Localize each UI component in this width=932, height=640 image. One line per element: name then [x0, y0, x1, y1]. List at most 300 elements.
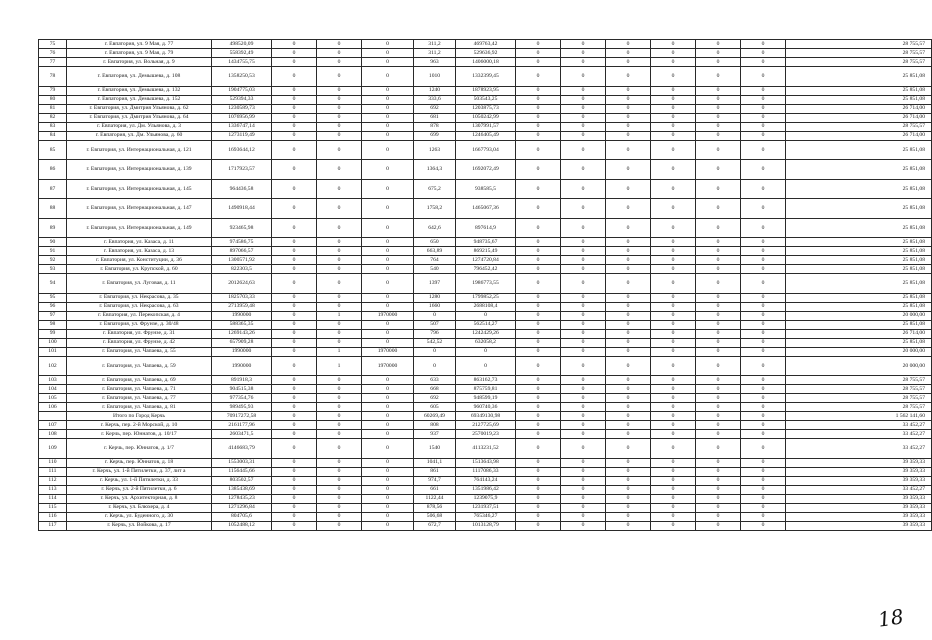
cell-cost-per-unit: 28 755,57: [786, 40, 932, 49]
cell-col-4: 0: [272, 476, 317, 485]
table-row: [39, 256, 932, 265]
cell-area: 699: [414, 131, 456, 140]
cell-total-cost: 1358250,53: [212, 67, 272, 87]
cell-col-14: 0: [741, 476, 786, 485]
cell-col-11: 0: [606, 218, 651, 238]
cell-col-5: 0: [317, 238, 362, 247]
table-row: [39, 329, 932, 338]
table-row: [39, 131, 932, 140]
cell-col-9: 0: [516, 311, 561, 320]
cell-col-10: 0: [561, 179, 606, 199]
table-row: [39, 247, 932, 256]
cell-amount: 1050242,99: [456, 113, 516, 122]
cell-row-number: 115: [39, 503, 67, 512]
cell-col-11: 0: [606, 476, 651, 485]
cell-amount: 869215,49: [456, 247, 516, 256]
table-row: [39, 476, 932, 485]
cell-col-12: 0: [651, 131, 696, 140]
cell-col-10: 0: [561, 467, 606, 476]
cell-col-14: 0: [741, 58, 786, 67]
cell-col-14: 0: [741, 218, 786, 238]
cell-col-5: 0: [317, 140, 362, 160]
cell-col-12: 0: [651, 412, 696, 421]
cell-row-number: 79: [39, 86, 67, 95]
cell-col-9: 0: [516, 302, 561, 311]
cell-col-9: 0: [516, 458, 561, 467]
cell-col-4: 0: [272, 179, 317, 199]
table-body: [39, 40, 932, 531]
cell-total-cost: 1273119,49: [212, 131, 272, 140]
cell-row-number: 87: [39, 179, 67, 199]
cell-col-13: 0: [696, 403, 741, 412]
cell-cost-per-unit: 26 714,00: [786, 131, 932, 140]
cell-amount: 1239075,9: [456, 494, 516, 503]
cell-col-13: 0: [696, 265, 741, 274]
cell-col-10: 0: [561, 293, 606, 302]
table-row: [39, 49, 932, 58]
table-row: [39, 86, 932, 95]
cell-col-5: 0: [317, 412, 362, 421]
cell-address: г. Евпатория, ул. Некрасова, д. 35: [67, 293, 212, 302]
cell-col-11: 0: [606, 485, 651, 494]
cell-col-11: 0: [606, 329, 651, 338]
cell-col-4: 0: [272, 247, 317, 256]
table-row: [39, 67, 932, 87]
cell-area: 692: [414, 394, 456, 403]
cell-cost-per-unit: 25 851,08: [786, 338, 932, 347]
cell-col-10: 0: [561, 485, 606, 494]
cell-cost-per-unit: 25 851,08: [786, 265, 932, 274]
cell-col-10: 0: [561, 86, 606, 95]
cell-col-13: 0: [696, 49, 741, 58]
cell-total-cost: 2713959,48: [212, 302, 272, 311]
cell-col-9: 0: [516, 439, 561, 459]
cell-col-12: 0: [651, 49, 696, 58]
table-row: [39, 160, 932, 180]
cell-col-5: 0: [317, 95, 362, 104]
cell-col-10: 0: [561, 311, 606, 320]
cell-col-9: 0: [516, 49, 561, 58]
cell-col-9: 0: [516, 512, 561, 521]
cell-col-12: 0: [651, 385, 696, 394]
cell-col-6: 0: [362, 485, 414, 494]
cell-col-13: 0: [696, 160, 741, 180]
cell-col-11: 0: [606, 160, 651, 180]
cell-row-number: 86: [39, 160, 67, 180]
cell-col-5: 0: [317, 503, 362, 512]
cell-amount: 1203875,73: [456, 104, 516, 113]
cell-col-12: 0: [651, 347, 696, 356]
handwritten-page-number: 18: [876, 604, 905, 632]
cell-cost-per-unit: 33 452,27: [786, 430, 932, 439]
cell-col-12: 0: [651, 430, 696, 439]
cell-col-4: 0: [272, 140, 317, 160]
cell-area: 808: [414, 421, 456, 430]
cell-col-10: 0: [561, 49, 606, 58]
cell-col-13: 0: [696, 274, 741, 294]
cell-area: 1280: [414, 293, 456, 302]
cell-total-cost: 1300571,92: [212, 256, 272, 265]
cell-area: 1364,3: [414, 160, 456, 180]
cell-col-14: 0: [741, 485, 786, 494]
cell-col-10: 0: [561, 458, 606, 467]
cell-cost-per-unit: 25 851,08: [786, 320, 932, 329]
cell-col-14: 0: [741, 274, 786, 294]
cell-amount: 2570019,23: [456, 430, 516, 439]
cell-amount: 4113231,52: [456, 439, 516, 459]
cell-address: г. Евпатория, ул. Дм. Ульянова, д. 60: [67, 131, 212, 140]
cell-cost-per-unit: 39 359,33: [786, 467, 932, 476]
cell-col-4: 0: [272, 320, 317, 329]
table-row: [39, 494, 932, 503]
cell-col-9: 0: [516, 58, 561, 67]
cell-col-10: 0: [561, 329, 606, 338]
cell-col-6: 0: [362, 302, 414, 311]
cell-row-number: 88: [39, 199, 67, 219]
cell-row-number: 101: [39, 347, 67, 356]
table-row: [39, 311, 932, 320]
cell-col-13: 0: [696, 218, 741, 238]
cell-col-11: 0: [606, 430, 651, 439]
cell-amount: 796452,42: [456, 265, 516, 274]
cell-col-12: 0: [651, 256, 696, 265]
cell-col-14: 0: [741, 67, 786, 87]
cell-col-14: 0: [741, 394, 786, 403]
cell-col-14: 0: [741, 95, 786, 104]
cell-address: г. Керчь, пер. Юннатов, д. 10/17: [67, 430, 212, 439]
cell-col-11: 0: [606, 247, 651, 256]
cell-address: г. Евпатория, ул. Фрунзе, д. 42: [67, 338, 212, 347]
cell-area: 937: [414, 430, 456, 439]
cell-amount: 0: [456, 356, 516, 376]
cell-col-5: 0: [317, 403, 362, 412]
cell-address: г. Евпатория, ул. Некрасова, д. 63: [67, 302, 212, 311]
cell-cost-per-unit: 25 851,08: [786, 238, 932, 247]
cell-col-9: 0: [516, 338, 561, 347]
cell-address: г. Евпатория, ул. Чапаева, д. 71: [67, 385, 212, 394]
table-row: [39, 338, 932, 347]
cell-col-13: 0: [696, 86, 741, 95]
cell-col-10: 0: [561, 412, 606, 421]
cell-address: г. Евпатория, ул. Вольная, д. 9: [67, 58, 212, 67]
cell-amount: 1406000,18: [456, 58, 516, 67]
cell-col-13: 0: [696, 104, 741, 113]
cell-address: г. Керчь, ул. Буденного, д. 30: [67, 512, 212, 521]
cell-total-cost: 2161177,96: [212, 421, 272, 430]
cell-col-6: 0: [362, 329, 414, 338]
cell-address: г. Евпатория, ул. Чапаева, д. 59: [67, 356, 212, 376]
cell-address: г. Евпатория, ул. Интернациональная, д. 149: [67, 218, 212, 238]
cell-total-cost: 891918,3: [212, 376, 272, 385]
table-row: [39, 140, 932, 160]
cell-col-6: 0: [362, 131, 414, 140]
cell-col-5: 1: [317, 356, 362, 376]
cell-row-number: 95: [39, 293, 67, 302]
cell-col-12: 0: [651, 302, 696, 311]
cell-area: 0: [414, 311, 456, 320]
table-row: [39, 521, 932, 530]
cell-col-13: 0: [696, 356, 741, 376]
cell-address: г. Керчь, ул. Архитекторная, д. 8: [67, 494, 212, 503]
cell-col-10: 0: [561, 67, 606, 87]
table-row: [39, 95, 932, 104]
cell-area: 681: [414, 113, 456, 122]
cell-cost-per-unit: 26 714,00: [786, 329, 932, 338]
cell-row-number: 93: [39, 265, 67, 274]
table-row: [39, 412, 932, 421]
cell-col-5: 0: [317, 256, 362, 265]
cell-col-11: 0: [606, 356, 651, 376]
cell-col-4: 0: [272, 403, 317, 412]
cell-col-13: 0: [696, 131, 741, 140]
cell-col-9: 0: [516, 476, 561, 485]
cell-total-cost: 1717923,57: [212, 160, 272, 180]
cell-col-10: 0: [561, 247, 606, 256]
cell-col-5: 0: [317, 160, 362, 180]
table-row: [39, 320, 932, 329]
cell-col-10: 0: [561, 403, 606, 412]
cell-col-5: 0: [317, 467, 362, 476]
table-row: [39, 218, 932, 238]
cell-area: 1041,1: [414, 458, 456, 467]
cell-area: 542,52: [414, 338, 456, 347]
cell-address: г. Керчь, пер. Юннатов, д. 18: [67, 458, 212, 467]
cell-row-number: 100: [39, 338, 67, 347]
cell-col-14: 0: [741, 467, 786, 476]
cell-col-12: 0: [651, 439, 696, 459]
cell-col-13: 0: [696, 476, 741, 485]
cell-col-6: 0: [362, 179, 414, 199]
cell-col-12: 0: [651, 247, 696, 256]
cell-row-number: 117: [39, 521, 67, 530]
cell-address: г. Евпатория, ул. Интернациональная, д. 145: [67, 179, 212, 199]
cell-col-9: 0: [516, 199, 561, 219]
cell-area: 605: [414, 403, 456, 412]
cell-col-12: 0: [651, 104, 696, 113]
cell-col-13: 0: [696, 439, 741, 459]
cell-total-cost: 4146683,79: [212, 439, 272, 459]
cell-area: 878,56: [414, 503, 456, 512]
cell-col-14: 0: [741, 403, 786, 412]
cell-col-11: 0: [606, 403, 651, 412]
cell-col-11: 0: [606, 439, 651, 459]
cell-col-4: 0: [272, 356, 317, 376]
cell-col-14: 0: [741, 347, 786, 356]
cell-col-4: 0: [272, 503, 317, 512]
cell-amount: 1332399,45: [456, 67, 516, 87]
cell-col-5: 0: [317, 58, 362, 67]
table-row: [39, 503, 932, 512]
cell-col-13: 0: [696, 58, 741, 67]
cell-cost-per-unit: 1 562 141,60: [786, 412, 932, 421]
cell-amount: 948599,19: [456, 394, 516, 403]
cell-row-number: 98: [39, 320, 67, 329]
cell-total-cost: 904515,38: [212, 385, 272, 394]
cell-cost-per-unit: 25 851,08: [786, 86, 932, 95]
cell-col-13: 0: [696, 467, 741, 476]
table-row: [39, 122, 932, 131]
cell-col-4: 0: [272, 160, 317, 180]
cell-area: 1240: [414, 86, 456, 95]
cell-area: 1540: [414, 439, 456, 459]
cell-col-13: 0: [696, 40, 741, 49]
cell-total-cost: 1490918,44: [212, 199, 272, 219]
cell-col-9: 0: [516, 131, 561, 140]
cell-col-6: 1970000: [362, 347, 414, 356]
cell-area: 507: [414, 320, 456, 329]
cell-col-13: 0: [696, 458, 741, 467]
cell-col-14: 0: [741, 179, 786, 199]
cell-total-cost: 498520,09: [212, 40, 272, 49]
cell-address: г. Евпатория, ул. Чапаева, д. 69: [67, 376, 212, 385]
cell-cost-per-unit: 39 359,33: [786, 521, 932, 530]
cell-row-number: 89: [39, 218, 67, 238]
cell-col-4: 0: [272, 338, 317, 347]
cell-total-cost: 964436,58: [212, 179, 272, 199]
cell-col-4: 0: [272, 49, 317, 58]
cell-col-14: 0: [741, 412, 786, 421]
cell-col-12: 0: [651, 421, 696, 430]
cell-amount: 469763,42: [456, 40, 516, 49]
cell-col-9: 0: [516, 86, 561, 95]
cell-col-10: 0: [561, 274, 606, 294]
cell-col-6: 0: [362, 122, 414, 131]
cell-total-cost: 1269143,26: [212, 329, 272, 338]
cell-col-9: 0: [516, 265, 561, 274]
cell-address: г. Евпатория, ул. Чапаева, д. 81: [67, 403, 212, 412]
cell-col-14: 0: [741, 356, 786, 376]
cell-col-5: 0: [317, 247, 362, 256]
cell-col-13: 0: [696, 494, 741, 503]
cell-col-13: 0: [696, 122, 741, 131]
cell-col-11: 0: [606, 179, 651, 199]
cell-col-12: 0: [651, 356, 696, 376]
cell-address: г. Евпатория, ул. Демышева, д. 108: [67, 67, 212, 87]
cell-col-10: 0: [561, 394, 606, 403]
cell-col-9: 0: [516, 179, 561, 199]
table-row: [39, 356, 932, 376]
cell-area: 650: [414, 238, 456, 247]
cell-total-cost: 977354,76: [212, 394, 272, 403]
cell-total-cost: 1990000: [212, 356, 272, 376]
cell-total-cost: 1052488,12: [212, 521, 272, 530]
table-row: [39, 485, 932, 494]
cell-col-9: 0: [516, 67, 561, 87]
cell-col-10: 0: [561, 238, 606, 247]
cell-col-14: 0: [741, 439, 786, 459]
cell-row-number: 97: [39, 311, 67, 320]
cell-amount: 764143,24: [456, 476, 516, 485]
cell-col-4: 0: [272, 104, 317, 113]
cell-address: г. Керчь, ул. 2-й Пятилетки, д. 6: [67, 485, 212, 494]
cell-col-14: 0: [741, 338, 786, 347]
cell-col-5: 0: [317, 122, 362, 131]
cell-total-cost: 70917272,58: [212, 412, 272, 421]
cell-total-cost: 974586,75: [212, 238, 272, 247]
cell-col-14: 0: [741, 238, 786, 247]
cell-col-10: 0: [561, 160, 606, 180]
cell-col-13: 0: [696, 293, 741, 302]
cell-col-11: 0: [606, 521, 651, 530]
cell-col-12: 0: [651, 485, 696, 494]
cell-col-9: 0: [516, 385, 561, 394]
cell-col-5: 0: [317, 40, 362, 49]
cell-row-number: 78: [39, 67, 67, 87]
cell-col-13: 0: [696, 485, 741, 494]
cell-col-9: 0: [516, 376, 561, 385]
cell-cost-per-unit: 28 755,57: [786, 376, 932, 385]
cell-cost-per-unit: 25 851,08: [786, 256, 932, 265]
table-row: [39, 385, 932, 394]
cell-cost-per-unit: 25 851,08: [786, 179, 932, 199]
cell-col-12: 0: [651, 311, 696, 320]
cell-col-9: 0: [516, 421, 561, 430]
table-row: [39, 113, 932, 122]
cell-area: 333,6: [414, 95, 456, 104]
cell-total-cost: 1076956,99: [212, 113, 272, 122]
cell-col-6: 0: [362, 338, 414, 347]
cell-amount: 2688108,4: [456, 302, 516, 311]
cell-amount: 1878923,95: [456, 86, 516, 95]
cell-cost-per-unit: 39 359,33: [786, 512, 932, 521]
cell-col-6: 0: [362, 40, 414, 49]
cell-col-6: 0: [362, 160, 414, 180]
cell-col-4: 0: [272, 199, 317, 219]
cell-row-number: 80: [39, 95, 67, 104]
cell-col-11: 0: [606, 113, 651, 122]
cell-address: г. Евпатория, ул. Крупской, д. 60: [67, 265, 212, 274]
cell-cost-per-unit: 39 359,33: [786, 503, 932, 512]
cell-col-5: 0: [317, 394, 362, 403]
table-row: [39, 421, 932, 430]
cell-col-14: 0: [741, 494, 786, 503]
cell-total-cost: 822303,5: [212, 265, 272, 274]
cell-col-4: 0: [272, 95, 317, 104]
cell-col-14: 0: [741, 256, 786, 265]
cell-total-cost: 1271296,84: [212, 503, 272, 512]
cell-col-6: 0: [362, 403, 414, 412]
cell-col-14: 0: [741, 458, 786, 467]
cell-row-number: 108: [39, 430, 67, 439]
cell-col-9: 0: [516, 403, 561, 412]
cell-col-13: 0: [696, 412, 741, 421]
cell-col-13: 0: [696, 256, 741, 265]
cell-col-10: 0: [561, 503, 606, 512]
cell-col-10: 0: [561, 265, 606, 274]
cell-col-6: 0: [362, 49, 414, 58]
cell-total-cost: 804705,6: [212, 512, 272, 521]
table-row: [39, 40, 932, 49]
cell-col-14: 0: [741, 49, 786, 58]
cell-col-9: 0: [516, 521, 561, 530]
cell-col-14: 0: [741, 503, 786, 512]
cell-row-number: 92: [39, 256, 67, 265]
cell-col-13: 0: [696, 247, 741, 256]
cell-col-4: 0: [272, 485, 317, 494]
cell-cost-per-unit: 39 359,33: [786, 494, 932, 503]
cell-col-14: 0: [741, 293, 786, 302]
cell-col-5: 1: [317, 347, 362, 356]
cell-address: г. Керчь, ул. Войкова, д. 17: [67, 521, 212, 530]
cell-col-9: 0: [516, 238, 561, 247]
cell-cost-per-unit: 25 851,08: [786, 67, 932, 87]
cell-col-10: 0: [561, 439, 606, 459]
cell-col-10: 0: [561, 40, 606, 49]
cell-col-12: 0: [651, 86, 696, 95]
table-row: [39, 439, 932, 459]
cell-cost-per-unit: 25 851,08: [786, 160, 932, 180]
cell-col-10: 0: [561, 476, 606, 485]
